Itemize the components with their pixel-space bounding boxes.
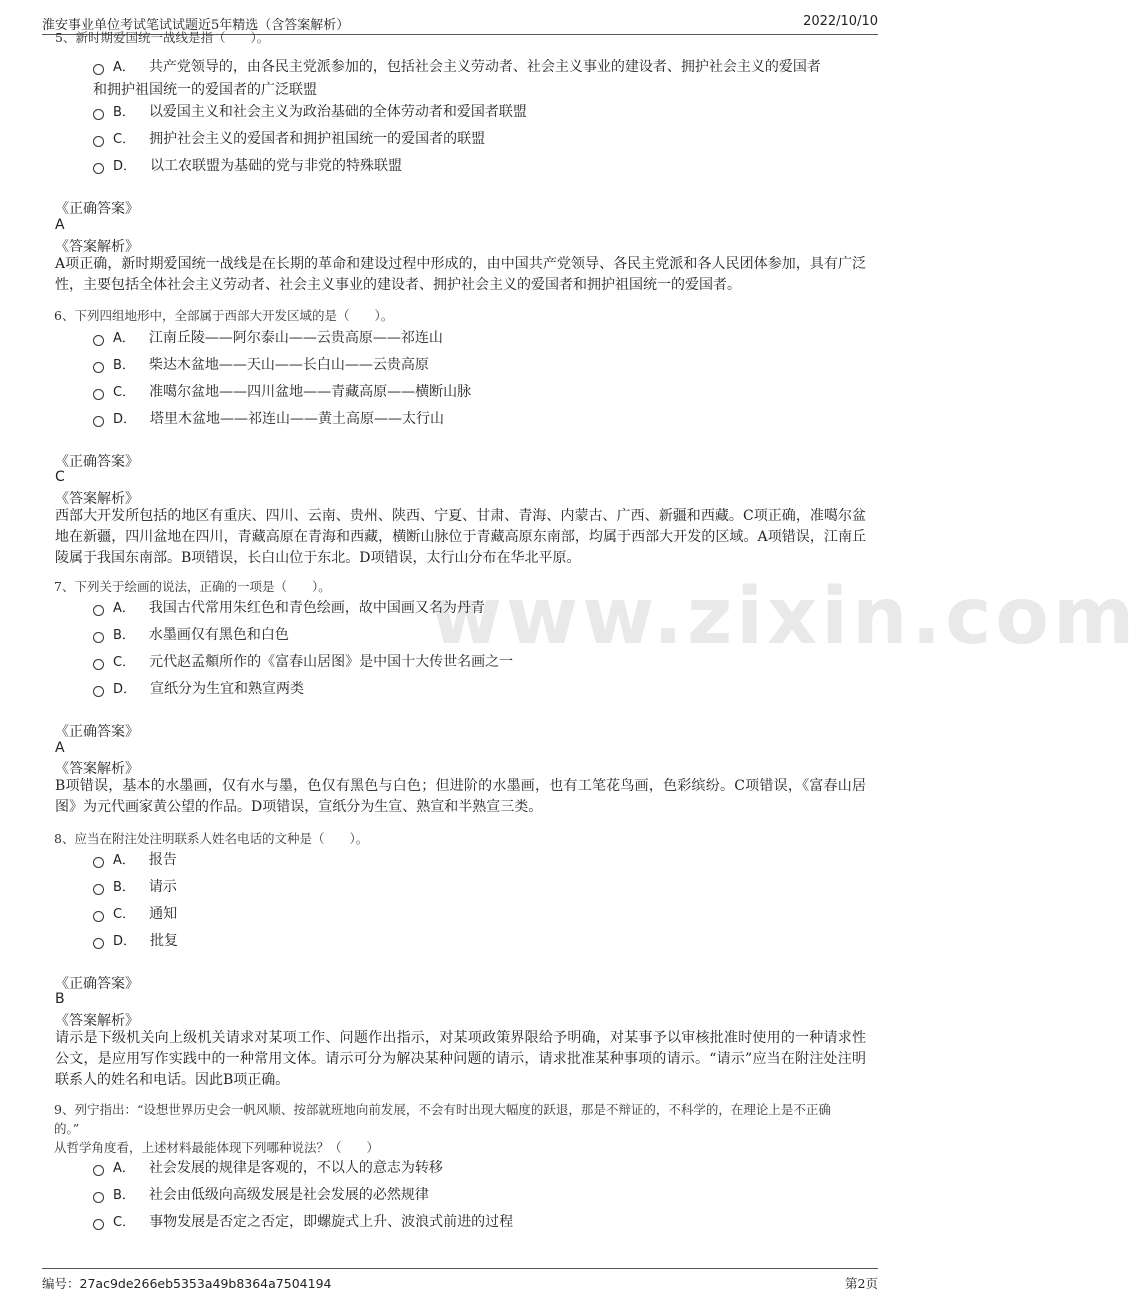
q7-option-d[interactable]: D． 宣纸分为生宜和熟宣两类 (93, 678, 304, 701)
radio-icon[interactable] (93, 884, 104, 895)
q8-option-b[interactable]: B． 请示 (93, 876, 177, 899)
radio-icon[interactable] (93, 605, 104, 616)
radio-icon[interactable] (93, 389, 104, 400)
q6-answer: C (55, 469, 65, 485)
radio-icon[interactable] (93, 686, 104, 697)
q9-stem-line2: 的。” (54, 1121, 80, 1136)
q7-analysis-label: 《答案解析》 (55, 761, 139, 777)
radio-icon[interactable] (93, 1192, 104, 1203)
q9-stem-line3: 从哲学角度看，上述材料最能体现下列哪种说法？（ ） (54, 1140, 380, 1155)
q5-stem: 5、新时期爱国统一战线是指（ ）。 (55, 30, 270, 45)
q8-answer: B (55, 991, 65, 1007)
page-number: 第2页 (845, 1276, 878, 1291)
radio-icon[interactable] (93, 1219, 104, 1230)
q5-answer: A (55, 217, 65, 233)
q6-option-c[interactable]: C． 准噶尔盆地——四川盆地——青藏高原——横断山脉 (93, 381, 471, 404)
q6-stem: 6、下列四组地形中，全部属于西部大开发区域的是（ ）。 (54, 308, 394, 323)
q5-answer-label: 《正确答案》 (55, 201, 139, 217)
q5-option-c[interactable]: C． 拥护社会主义的爱国者和拥护祖国统一的爱国者的联盟 (93, 128, 485, 151)
radio-icon[interactable] (93, 335, 104, 346)
q8-analysis: 请示是下级机关向上级机关请求对某项工作、问题作出指示，对某项政策界限给予明确，对某事予以审核批准时使用的一种请求性公文，是应用写作实践中的一种常用文体。请示可分为解决某种问题的请示，请求批准某种事项的请示。“请示”应当在附注处注明联系人的姓名和电话。因此B项正确。 (55, 1030, 866, 1088)
q8-option-c[interactable]: C． 通知 (93, 903, 177, 926)
q8-analysis-label: 《答案解析》 (55, 1013, 139, 1029)
q9-option-b[interactable]: B． 社会由低级向高级发展是社会发展的必然规律 (93, 1184, 429, 1207)
q8-answer-label: 《正确答案》 (55, 976, 139, 992)
radio-icon[interactable] (93, 109, 104, 120)
document-code: 编号：27ac9de266eb5353a49b8364a7504194 (42, 1276, 332, 1291)
q6-option-b[interactable]: B． 柴达木盆地——天山——长白山——云贵高原 (93, 354, 429, 377)
radio-icon[interactable] (93, 632, 104, 643)
radio-icon[interactable] (93, 1165, 104, 1176)
q5-analysis-label: 《答案解析》 (55, 239, 139, 255)
q7-option-c[interactable]: C． 元代赵孟頫所作的《富春山居图》是中国十大传世名画之一 (93, 651, 513, 674)
q7-stem: 7、下列关于绘画的说法，正确的一项是（ ）。 (54, 579, 331, 594)
q5-option-a-cont: 和拥护祖国统一的爱国者的广泛联盟 (93, 82, 317, 98)
radio-icon[interactable] (93, 136, 104, 147)
radio-icon[interactable] (93, 64, 104, 75)
q6-answer-label: 《正确答案》 (55, 454, 139, 470)
q5-analysis: A项正确，新时期爱国统一战线是在长期的革命和建设过程中形成的，由中国共产党领导、各民主党派和各人民团体参加，具有广泛性，主要包括全体社会主义劳动者、社会主义事业的建设者、拥护社会主义的爱国者和拥护祖国统一的爱国者。 (55, 256, 866, 293)
document-title: 淮安事业单位考试笔试试题近5年精选（含答案解析） (42, 18, 350, 33)
q9-option-a[interactable]: A． 社会发展的规律是客观的，不以人的意志为转移 (93, 1157, 443, 1180)
page-footer (42, 1268, 878, 1293)
q5-option-d[interactable]: D． 以工农联盟为基础的党与非党的特殊联盟 (93, 155, 402, 178)
watermark: www.zixin.com (430, 572, 1138, 662)
q6-analysis: 西部大开发所包括的地区有重庆、四川、云南、贵州、陕西、宁夏、甘肃、青海、内蒙古、广西、新疆和西藏。C项正确，准噶尔盆地在新疆，四川盆地在四川，青藏高原在青海和西藏，横断山脉位于青藏高原东南部，均属于西部大开发的区域。A项错误，江南丘陵属于我国东南部。B项错误，长白山位于东北。D项错误，太行山分布在华北平原。 (55, 508, 866, 566)
q5-option-a[interactable]: A． 共产党领导的，由各民主党派参加的，包括社会主义劳动者、社会主义事业的建设者、拥护社会主义的爱国者 (93, 56, 821, 79)
radio-icon[interactable] (93, 659, 104, 670)
q8-stem: 8、应当在附注处注明联系人姓名电话的文种是（ ）。 (54, 831, 369, 846)
q7-analysis: B项错误，基本的水墨画，仅有水与墨，色仅有黑色与白色；但进阶的水墨画，也有工笔花鸟画，色彩缤纷。C项错误，《富春山居图》为元代画家黄公望的作品。D项错误，宣纸分为生宣、熟宣和半熟宣三类。 (55, 778, 866, 815)
q9-option-c[interactable]: C． 事物发展是否定之否定，即螺旋式上升、波浪式前进的过程 (93, 1211, 513, 1234)
q7-answer: A (55, 740, 65, 756)
q8-option-a[interactable]: A． 报告 (93, 849, 177, 872)
radio-icon[interactable] (93, 857, 104, 868)
q9-stem-line1: 9、列宁指出：“设想世界历史会一帆风顺、按部就班地向前发展，不会有时出现大幅度的跃退，那是不辩证的，不科学的，在理论上是不正确 (54, 1102, 831, 1117)
radio-icon[interactable] (93, 163, 104, 174)
radio-icon[interactable] (93, 416, 104, 427)
radio-icon[interactable] (93, 911, 104, 922)
q6-analysis-label: 《答案解析》 (55, 491, 139, 507)
q7-answer-label: 《正确答案》 (55, 724, 139, 740)
q7-option-a[interactable]: A． 我国古代常用朱红色和青色绘画，故中国画又名为丹青 (93, 597, 485, 620)
radio-icon[interactable] (93, 362, 104, 373)
document-date: 2022/10/10 (803, 14, 878, 29)
q6-option-d[interactable]: D． 塔里木盆地——祁连山——黄土高原——太行山 (93, 408, 444, 431)
radio-icon[interactable] (93, 938, 104, 949)
q5-option-b[interactable]: B． 以爱国主义和社会主义为政治基础的全体劳动者和爱国者联盟 (93, 101, 527, 124)
q7-option-b[interactable]: B． 水墨画仅有黑色和白色 (93, 624, 289, 647)
q8-option-d[interactable]: D． 批复 (93, 930, 178, 953)
q6-option-a[interactable]: A． 江南丘陵——阿尔泰山——云贵高原——祁连山 (93, 327, 443, 350)
